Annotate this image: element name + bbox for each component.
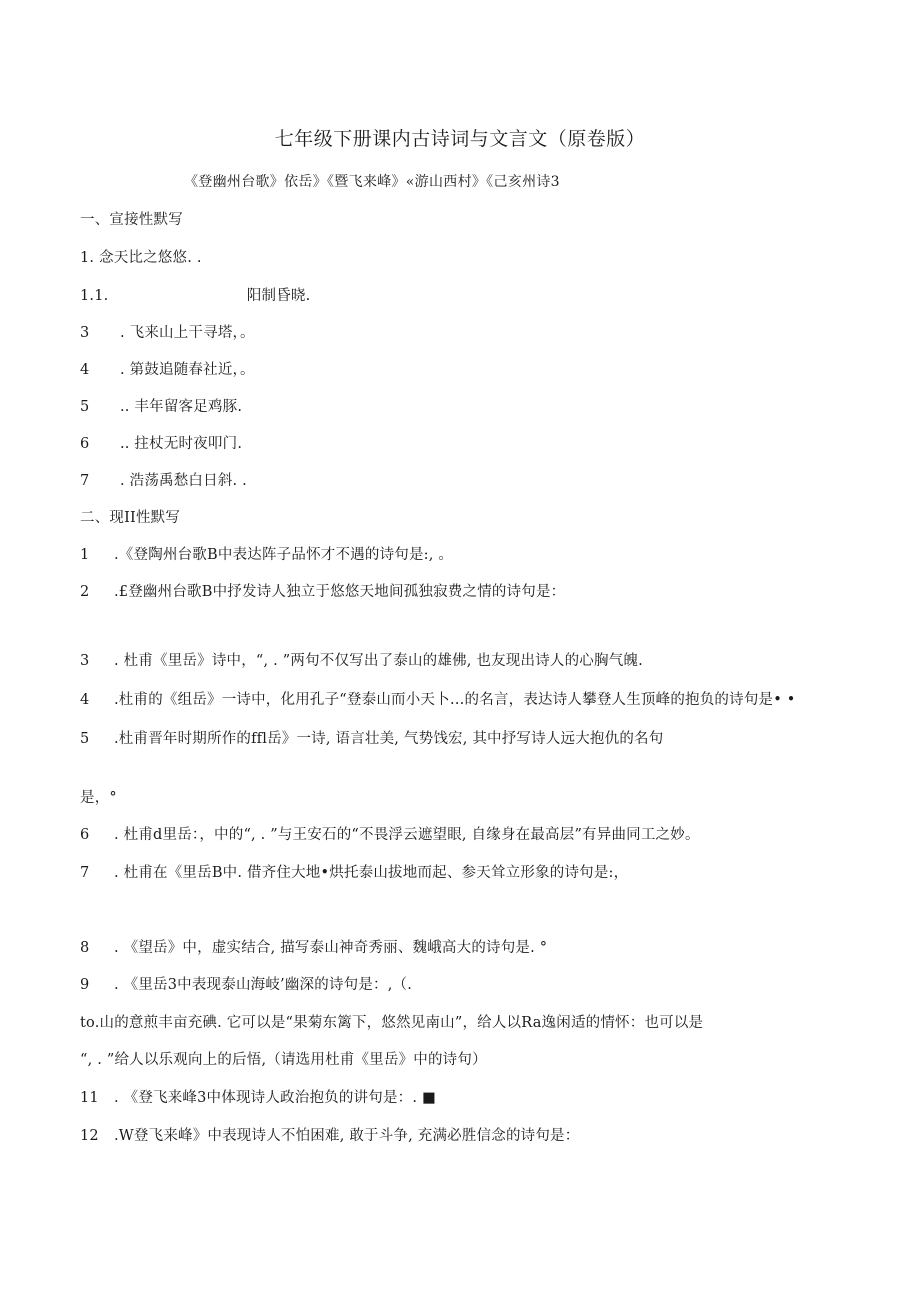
question-item bbox=[80, 469, 247, 490]
question-number: 7 bbox=[80, 473, 90, 489]
question-text: 念天比之悠悠. . bbox=[99, 250, 202, 266]
question-item bbox=[80, 973, 412, 994]
question-text: .. 丰年留客足鸡豚. bbox=[120, 399, 243, 415]
question-text: .W登飞来峰》中表现诗人不怕困难, 敢于斗争, 充满必胜信念的诗句是： bbox=[114, 1128, 580, 1144]
question-item bbox=[80, 284, 310, 305]
question-number: 5 bbox=[80, 731, 90, 747]
question-item bbox=[80, 861, 628, 882]
question-item bbox=[80, 543, 453, 564]
question-item bbox=[80, 936, 547, 957]
question-number: 2 bbox=[80, 584, 90, 600]
question-number: 3 bbox=[80, 653, 90, 669]
question-item bbox=[80, 358, 255, 379]
question-number: 4 bbox=[80, 362, 90, 378]
question-text: 阳制昏晓. bbox=[246, 288, 311, 304]
question-number: 6 bbox=[80, 436, 90, 452]
question-text: . 《望岳》中，虚实结合, 描写泰山神奇秀丽、魏峨高大的诗句是. ° bbox=[114, 940, 548, 956]
question-number: 1. bbox=[80, 250, 95, 266]
question-number: 7 bbox=[80, 865, 90, 881]
question-text: . 杜甫d里岳：，中的“, . ”与王安石的“不畏浮云遮望眼, 自缘身在最高层”有异曲同工之妙。 bbox=[114, 827, 700, 843]
question-text: . 飞来山上干寻塔，。 bbox=[120, 325, 255, 341]
question-item bbox=[80, 688, 796, 709]
question-text: .. 拄杖无时夜叩门. bbox=[120, 436, 243, 452]
question-text: . 浩荡禹愁白日斜. . bbox=[120, 473, 247, 489]
question-item bbox=[80, 395, 242, 416]
question-item bbox=[80, 1124, 579, 1145]
question-number: 1 bbox=[80, 547, 90, 563]
question-text: .£登幽州台歌B中抒发诗人独立于悠悠天地间孤独寂费之情的诗句是： bbox=[114, 584, 566, 600]
question-item bbox=[80, 727, 663, 748]
question-item bbox=[80, 580, 565, 601]
question-number: 5 bbox=[80, 399, 90, 415]
question-continuation: 是，° bbox=[80, 790, 117, 806]
question-text: . 《里岳3中表现泰山海岐’幽深的诗句是：,（. bbox=[114, 977, 413, 993]
question-continuation: “, . ”给人以乐观向上的后悟,（请选用杜甫《里岳》中的诗句） bbox=[80, 1052, 487, 1068]
question-number: 8 bbox=[80, 940, 90, 956]
question-number: 9 bbox=[80, 977, 90, 993]
question-number: 12 bbox=[80, 1128, 99, 1144]
question-text: . 杜甫在《里岳B中. 借齐住大地•烘托泰山拔地而起、参天耸立形象的诗句是:， bbox=[114, 865, 629, 881]
question-text: . 《登飞来峰3中体现诗人政治抱负的讲句是：. ■ bbox=[114, 1090, 436, 1106]
question-item bbox=[80, 823, 700, 844]
page-subtitle: 《登幽州台歌》依岳》《暨飞来峰》«游山西村》《己亥州诗3 bbox=[184, 174, 560, 190]
question-text: .杜甫的《组岳》一诗中，化用孔子“登泰山而小天卜…的名言，表达诗人攀登人生顶峰的抱负的诗句是• • bbox=[114, 692, 796, 708]
question-number: 4 bbox=[80, 692, 90, 708]
question-text: .《登陶州台歌B中表达阵子品怀才不遇的诗句是:, 。 bbox=[114, 547, 454, 563]
question-number: 11 bbox=[80, 1090, 99, 1106]
question-number: 1.1. bbox=[80, 288, 109, 304]
section-heading-understanding-dictation: 二、现II性默写 bbox=[80, 510, 181, 526]
question-item bbox=[80, 432, 242, 453]
question-number: 6 bbox=[80, 827, 90, 843]
question-text: .杜甫晋年时期所作的ffl岳》一诗, 语言壮美, 气势饯宏, 其中抒写诗人远大抱仇的名句 bbox=[114, 731, 664, 747]
page-title: 七年级下册课内古诗词与文言文（原卷版） bbox=[274, 128, 646, 150]
question-item bbox=[80, 321, 255, 342]
question-item bbox=[80, 649, 643, 670]
section-heading-direct-dictation: 一、宣接性默写 bbox=[80, 212, 183, 228]
question-number: 3 bbox=[80, 325, 90, 341]
question-text: . 第鼓追随春社近，。 bbox=[120, 362, 255, 378]
question-item: to.山的意煎丰亩充碘. 它可以是“果菊东篱下，悠然见南山”，给人以Ra逸闲适的情怀：也可以是 bbox=[80, 1015, 704, 1031]
question-text: . 杜甫《里岳》诗中，“, . ”两句不仅写出了泰山的雄佛, 也友现出诗人的心胸气魄. bbox=[114, 653, 643, 669]
question-item bbox=[80, 1086, 436, 1107]
question-item bbox=[80, 246, 202, 267]
